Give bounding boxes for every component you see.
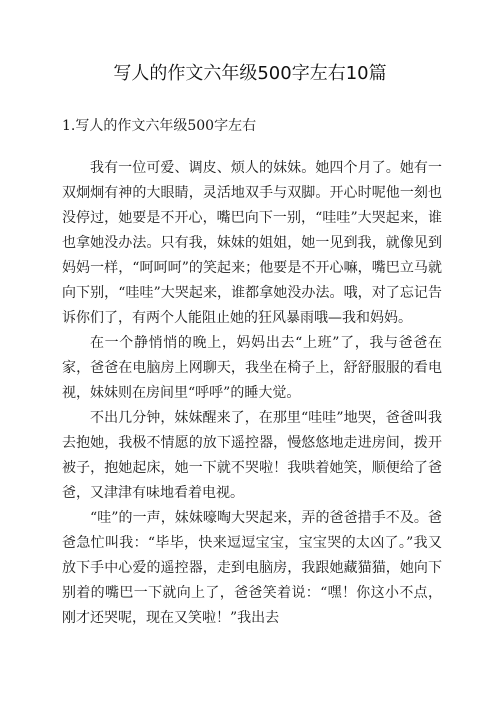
paragraph: 我有一位可爱、调皮、烦人的妹妹。她四个月了。她有一双炯炯有神的大眼睛，灵活地双手与双脚。开心时呢他一刻也没停过，她要是不开心，嘴巴向下一别，“哇哇”大哭起来，谁也拿她没办法。只有我，妹妹的姐姐，她一见到我，就像见到妈妈一样，“呵呵呵”的笑起来；他要是不开心嘛，嘴巴立马就向下别，“哇哇”大哭起来，谁都拿她没办法。哦，对了忘记告诉你们了，有两个人能阻止她的狂风暴雨哦—我和妈妈。 bbox=[62, 160, 442, 326]
section-heading: 1.写人的作文六年级500字左右 bbox=[62, 118, 257, 134]
document-title: 写人的作文六年级500字左右10篇 bbox=[113, 63, 387, 84]
paragraph: 不出几分钟，妹妹醒来了，在那里“哇哇”地哭，爸爸叫我去抱她，我极不情愿的放下遥控器，慢悠悠地走进房间，拨开被子，抱她起床，她一下就不哭啦！我哄着她笑，顺便给了爸爸，又津津有味地看着电视。 bbox=[62, 410, 442, 501]
essay-body bbox=[62, 156, 442, 631]
paragraph: 在一个静悄悄的晚上，妈妈出去“上班”了，我与爸爸在家，爸爸在电脑房上网聊天，我坐在椅子上，舒舒服服的看电视，妹妹则在房间里“呼呼”的睡大觉。 bbox=[62, 335, 442, 401]
paragraph: “哇”的一声，妹妹嚎啕大哭起来，弄的爸爸措手不及。爸爸急忙叫我：“毕毕，快来逗逗宝宝，宝宝哭的太凶了。”我又放下手中心爱的遥控器，走到电脑房，我跟她藏猫猫，她向下别着的嘴巴一下就向上了，爸爸笑着说：“嘿！你这小不点，刚才还哭呢，现在又笑啦！”我出去 bbox=[62, 510, 442, 626]
